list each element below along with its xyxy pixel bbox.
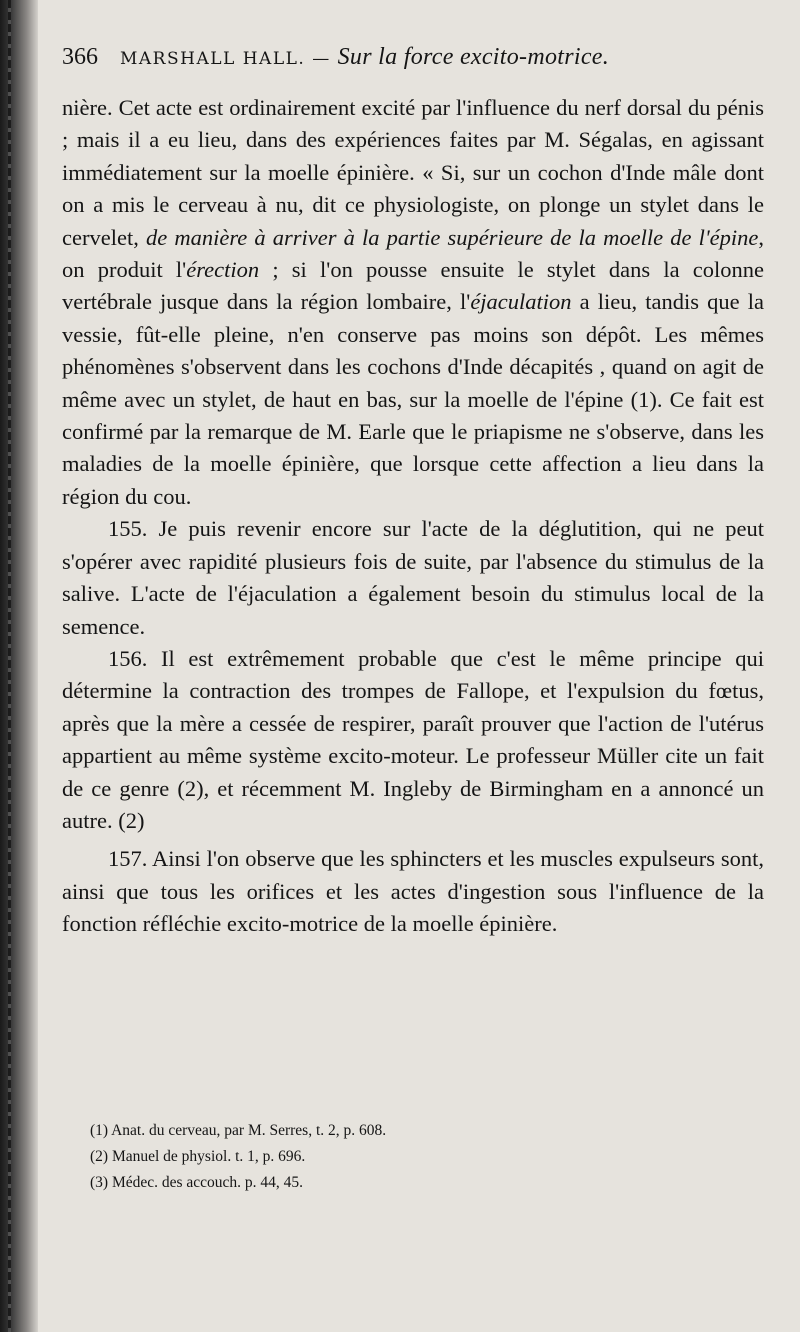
paragraph-1-part-5: ; si l'on pousse ensuite le stylet dans la colonne vertébrale jusque dans la région lombaire, l' [62, 257, 764, 315]
paragraph-1-part-6: éjaculation [470, 289, 572, 315]
paragraph-2-part-1: 155. Je puis revenir encore sur l'acte de la déglutition, qui ne peut s'opérer avec rapidité plusieurs fois de suite, par l'absence du stimulus de la salive. L'acte de l'éjaculation a également besoin du stimulus local de la semence. [62, 516, 764, 639]
header-dash: — [312, 49, 331, 69]
footnote-2: (2) Manuel de physiol. t. 1, p. 696. [90, 1148, 306, 1165]
paragraph-4 [62, 843, 764, 940]
body-text [62, 92, 764, 941]
footnote-3: (3) Médec. des accouch. p. 44, 45. [90, 1174, 304, 1191]
paragraph-1 [62, 92, 764, 513]
footnotes [90, 1118, 690, 1196]
footnote-1: (1) Anat. du cerveau, par M. Serres, t. 2, p. 608. [90, 1122, 387, 1139]
paragraph-4-part-1: 157. Ainsi l'on observe que les sphincters et les muscles expulseurs sont, ainsi que tous les orifices et les actes d'ingestion sous l'influence de la fonction réfléchie excito-motrice de la moelle épinière. [62, 846, 764, 937]
paragraph-1-part-2: de manière à arriver à la partie supérieure de la moelle de l'épine [145, 224, 759, 250]
paragraph-3-part-1: 156. Il est extrêmement probable que c'est le même principe qui détermine la contraction des trompes de Fallope, et l'expulsion du fœtus, après que la mère a cessée de respirer, paraît prouver que l'action de l'utérus appartient au même système excito-moteur. Le professeur Müller cite un fait de ce genre (2), et récemment M. Ingleby de Birmingham en a annoncé un autre. (2) [62, 645, 764, 833]
paragraph-1-part-1: nière. Cet acte est ordinairement excité par l'influence du nerf dorsal du pénis ; mais il a eu lieu, dans des expériences faites par M. Ségalas, en agissant immédiatement sur la moelle épinière. « Si, sur un cochon d'Inde mâle dont on a mis le cerveau à nu, dit ce physiologiste, on plonge un stylet dans le cervelet, [62, 95, 764, 250]
header-author: MARSHALL HALL. [120, 49, 306, 69]
paragraph-3 [62, 643, 764, 837]
paragraph-1-part-3: , on produit l' [62, 224, 764, 283]
paragraph-1-part-4: érection [186, 257, 260, 283]
binding-shadow [0, 0, 38, 1332]
page-number: 366 [62, 44, 98, 70]
running-header [62, 44, 752, 84]
paragraph-1-part-7: a lieu, tandis que la vessie, fût-elle pleine, n'en conserve pas moins son dépôt. Les mêmes phénomènes s'observent dans les cochons d'Inde décapités , quand on agit de même avec un stylet, de haut en bas, sur la moelle de l'épine (1). Ce fait est confirmé par la remarque de M. Earle que le priapisme ne s'observe, dans les maladies de la moelle épinière, que lorsque cette affection a lieu dans la région du cou. [62, 289, 764, 509]
binding-stitch [8, 0, 11, 1332]
running-title [120, 44, 609, 71]
paragraph-2 [62, 513, 764, 643]
header-title: Sur la force excito-motrice. [337, 44, 610, 70]
